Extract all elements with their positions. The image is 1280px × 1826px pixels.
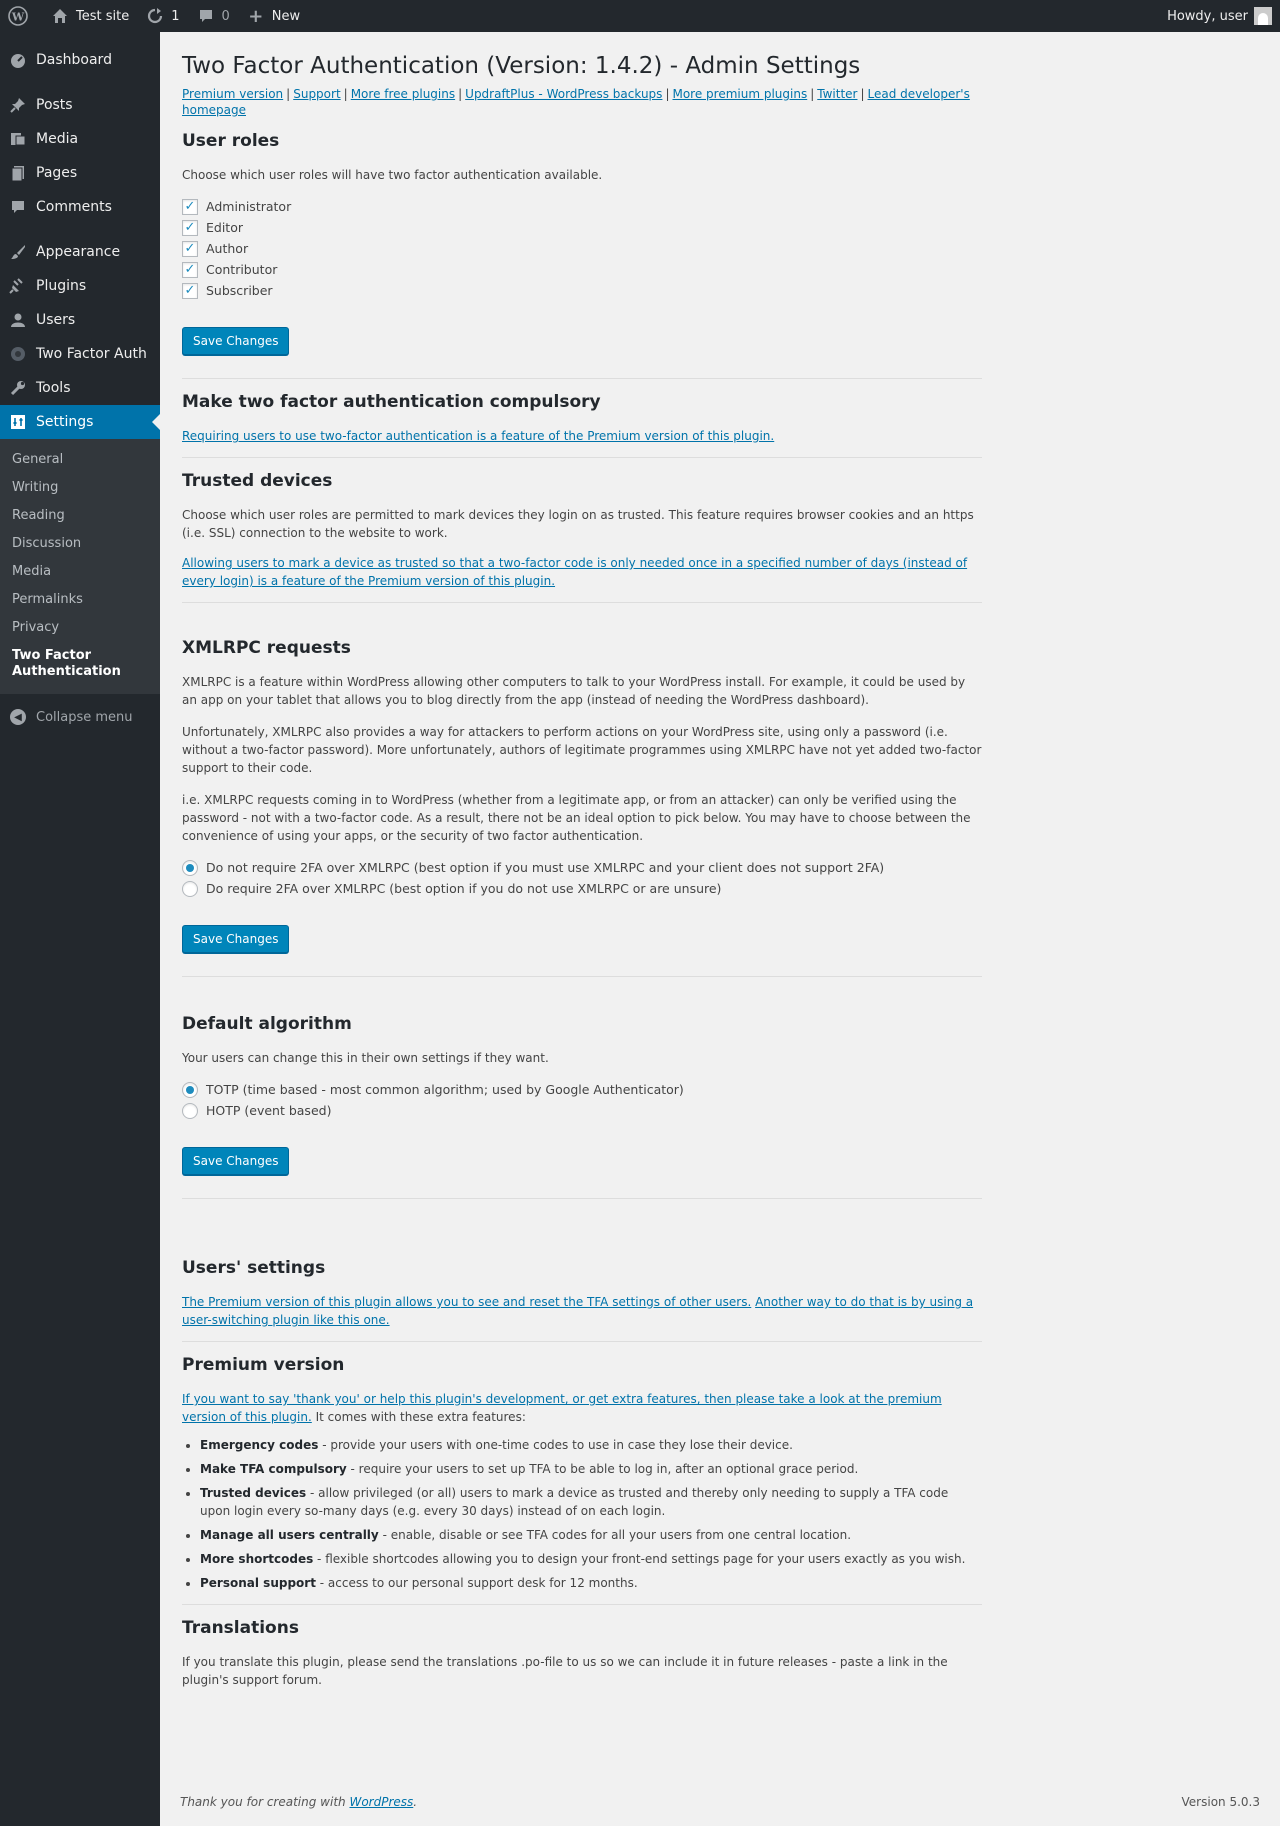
checkbox-checked[interactable]: ✓ [182,220,198,236]
menu-label: Comments [36,199,112,215]
menu-label: Dashboard [36,52,112,68]
submenu-writing[interactable]: Writing [12,480,59,495]
role-author[interactable] [182,238,982,259]
save-changes-button[interactable]: Save Changes [182,925,289,953]
link-twitter[interactable]: Twitter [817,87,858,101]
media-icon [8,129,28,149]
comment-icon [196,6,216,26]
premium-features-list [182,1436,982,1592]
menu-posts[interactable] [0,88,160,122]
xmlrpc-heading: XMLRPC requests [182,638,351,658]
radio-unselected[interactable] [182,881,198,897]
submenu-media[interactable]: Media [12,564,52,579]
menu-dashboard[interactable] [0,43,160,77]
checkbox-checked[interactable]: ✓ [182,262,198,278]
trusted-devices-description: Choose which user roles are permitted to mark devices they login on as trusted. This feature requires browser cookies and an https (i.e. SSL) connection to the website to work. [182,508,974,540]
menu-tools[interactable] [0,371,160,405]
users-settings-premium-link[interactable]: The Premium version of this plugin allows you to see and reset the TFA settings of other users. [182,1295,752,1309]
role-label: Contributor [206,262,278,277]
xmlrpc-option-no-require[interactable] [182,857,982,878]
menu-label: Media [36,131,79,147]
role-label: Editor [206,220,243,235]
pages-icon [8,163,28,183]
avatar [1254,7,1272,25]
default-algorithm-description: Your users can change this in their own settings if they want. [182,1051,549,1065]
user-roles-heading: User roles [182,131,280,151]
xmlrpc-paragraph-2: Unfortunately, XMLRPC also provides a way for attackers to perform actions on your WordPress site, using only a password (i.e. without a two-factor password). More unfortunately, authors of legitimate programmes using XMLRPC have not yet added two-factor support to their code. [182,725,982,775]
menu-plugins[interactable] [0,269,160,303]
site-name: Test site [76,8,130,24]
comment-icon [8,197,28,217]
site-name-link[interactable] [42,0,137,32]
menu-label: Appearance [36,244,121,260]
wordpress-logo-button[interactable] [0,0,42,32]
translations-text: If you translate this plugin, please send the translations .po-file to us so we can include it in future releases - paste a link in the plugin's support forum. [182,1655,948,1687]
list-item: • Make TFA compulsory - require your users to set up TFA to be able to log in, after an optional grace period. [200,1460,982,1478]
role-contributor[interactable] [182,259,982,280]
translations-heading: Translations [182,1618,299,1638]
dashboard-icon [8,50,28,70]
submenu-two-factor-authentication[interactable]: Two Factor Authentication [12,648,121,679]
wordpress-link[interactable]: WordPress [349,1795,414,1809]
role-administrator[interactable] [182,196,982,217]
comments-count: 0 [221,8,230,24]
premium-intro-tail: It comes with these extra features: [311,1410,526,1424]
menu-label: Users [36,312,76,328]
updates-link[interactable] [137,0,187,32]
new-label: New [271,8,301,24]
admin-sidebar [0,32,160,1826]
option-label: Do not require 2FA over XMLRPC (best option if you must use XMLRPC and your client does not support 2FA) [206,860,885,875]
list-item: • More shortcodes - flexible shortcodes allowing you to design your front-end settings page for your users exactly as you wish. [200,1550,982,1568]
menu-pages[interactable] [0,156,160,190]
plug-icon [8,276,28,296]
compulsory-heading: Make two factor authentication compulsory [182,392,601,412]
settings-submenu [0,439,160,694]
settings-icon [8,412,28,432]
save-changes-button[interactable]: Save Changes [182,327,289,355]
trusted-devices-heading: Trusted devices [182,471,333,491]
xmlrpc-paragraph-1: XMLRPC is a feature within WordPress allowing other computers to talk to your WordPress install. For example, it could be used by an app on your tablet that allows you to blog directly from the app (instead of needing the WordPress dashboard). [182,675,966,707]
menu-comments[interactable] [0,190,160,224]
updates-count: 1 [171,8,180,24]
plus-icon: + [248,5,264,27]
submenu-general[interactable]: General [12,452,64,467]
default-algorithm-heading: Default algorithm [182,1014,352,1034]
link-more-free-plugins[interactable]: More free plugins [350,87,456,101]
updates-icon [145,6,165,26]
menu-label: Plugins [36,278,87,294]
pin-icon [8,95,28,115]
compulsory-premium-link[interactable]: Requiring users to use two-factor authentication is a feature of the Premium version of this plugin. [182,429,775,443]
option-label: TOTP (time based - most common algorithm; used by Google Authenticator) [206,1082,684,1097]
menu-label: Settings [36,414,94,430]
premium-version-heading: Premium version [182,1355,345,1375]
admin-footer [180,1795,1260,1809]
footer-version: Version 5.0.3 [1181,1795,1260,1809]
radio-unselected[interactable] [182,1103,198,1119]
brush-icon [8,242,28,262]
radio-selected[interactable] [182,860,198,876]
submenu-reading[interactable]: Reading [12,508,65,523]
menu-label: Two Factor Auth [36,346,147,362]
menu-label: Posts [36,97,73,113]
submenu-permalinks[interactable]: Permalinks [12,592,83,607]
list-item: • Manage all users centrally - enable, disable or see TFA codes for all your users from one central location. [200,1526,982,1544]
trusted-devices-premium-link[interactable]: Allowing users to mark a device as trusted so that a two-factor code is only needed once in a specified number of days (instead of every login) is a feature of the Premium version of this plugin. [182,556,968,588]
algorithm-option-hotp[interactable] [182,1100,982,1121]
menu-settings[interactable] [0,405,160,439]
link-support[interactable]: Support [293,87,341,101]
footer-thanks: Thank you for creating with WordPress. [180,1795,418,1809]
menu-appearance[interactable] [0,235,160,269]
role-editor[interactable] [182,217,982,238]
user-icon [8,310,28,330]
checkbox-checked[interactable]: ✓ [182,283,198,299]
wordpress-logo-icon [8,6,28,26]
page-title: Two Factor Authentication (Version: 1.4.2) - Admin Settings [182,53,861,79]
shield-icon [8,344,28,364]
svg-text:W: W [11,10,25,24]
menu-label: Tools [36,380,71,396]
xmlrpc-paragraph-3: i.e. XMLRPC requests coming in to WordPress (whether from a legitimate app, or from an attacker) can only be verified using the password - not with a two-factor code. As a result, there not be an ideal option to pick below. You may have to choose between the convenience of using your apps, or the security of two factor authentication. [182,793,971,843]
checkbox-checked[interactable]: ✓ [182,199,198,215]
menu-users[interactable] [0,303,160,337]
role-label: Author [206,241,249,256]
collapse-menu-button[interactable] [0,700,160,734]
plugin-links: Premium version | Support | More free plugins | UpdraftPlus - WordPress backups | More premium plugins | Twitter | Lead developer's homepage [182,87,970,117]
submenu-discussion[interactable]: Discussion [12,536,82,551]
menu-media[interactable] [0,122,160,156]
checkbox-checked[interactable]: ✓ [182,241,198,257]
menu-two-factor-auth[interactable] [0,337,160,371]
users-settings-heading: Users' settings [182,1258,326,1278]
xmlrpc-option-require[interactable] [182,878,982,899]
admin-bar [0,0,1280,32]
howdy-text: Howdy, user [1167,8,1248,24]
home-icon [50,6,70,26]
my-account[interactable] [1167,7,1280,25]
option-label: HOTP (event based) [206,1103,332,1118]
role-label: Subscriber [206,283,273,298]
collapse-arrow-icon: ◀ [10,709,26,725]
link-premium-version[interactable]: Premium version [182,87,284,101]
wrench-icon [8,378,28,398]
list-item: • Personal support - access to our personal support desk for 12 months. [200,1574,982,1592]
algorithm-option-totp[interactable] [182,1079,982,1100]
list-item: • Emergency codes - provide your users with one-time codes to use in case they lose their device. [200,1436,982,1454]
user-roles-description: Choose which user roles will have two factor authentication available. [182,168,603,182]
main-content [182,32,982,1699]
comments-link[interactable] [188,0,238,32]
link-lead-developer[interactable]: Lead developer's homepage [182,87,970,117]
option-label: Do require 2FA over XMLRPC (best option if you do not use XMLRPC or are unsure) [206,881,722,896]
submenu-privacy[interactable]: Privacy [12,620,60,635]
radio-selected[interactable] [182,1082,198,1098]
user-switching-plugin-link[interactable]: Another way to do that is by using a user-switching plugin like this one. [182,1295,974,1327]
list-item: • Trusted devices - allow privileged (or all) users to mark a device as trusted and thereby only needing to supply a TFA code upon login every so-many days (e.g. every 30 days) instead of on each login. [200,1484,982,1520]
premium-version-link[interactable]: If you want to say 'thank you' or help this plugin's development, or get extra features, then please take a look at the premium version of this plugin. [182,1392,942,1424]
link-more-premium-plugins[interactable]: More premium plugins [672,87,808,101]
collapse-label: Collapse menu [36,709,133,725]
role-subscriber[interactable] [182,280,982,301]
link-updraftplus[interactable]: UpdraftPlus - WordPress backups [465,87,663,101]
role-label: Administrator [206,199,292,214]
save-changes-button[interactable]: Save Changes [182,1147,289,1175]
new-content-link[interactable] [238,0,308,32]
menu-label: Pages [36,165,78,181]
